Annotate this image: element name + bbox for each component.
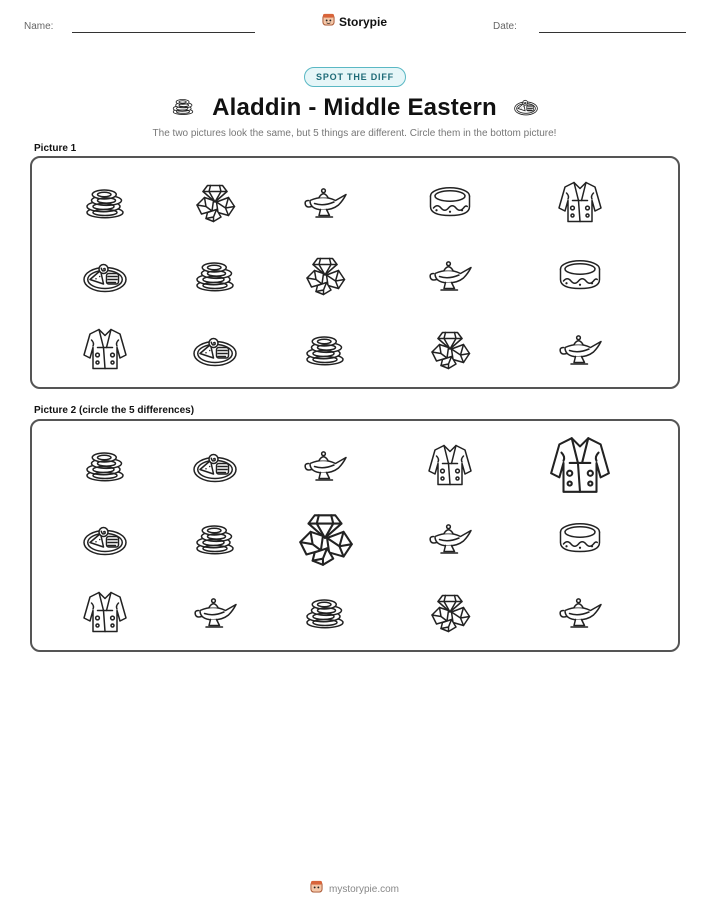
storypie-logo xyxy=(322,13,387,31)
robe-icon xyxy=(556,178,604,226)
gem-pile-icon xyxy=(301,251,349,299)
picture-1-grid xyxy=(32,158,678,387)
date-label: Date: xyxy=(493,21,517,32)
robe-icon[interactable] xyxy=(547,432,613,498)
worksheet-header xyxy=(0,0,709,44)
storypie-mascot-icon xyxy=(322,13,335,31)
date-field[interactable] xyxy=(539,32,686,33)
food-plate-icon[interactable] xyxy=(81,514,129,562)
magic-lamp-icon[interactable] xyxy=(301,441,349,489)
magic-lamp-icon xyxy=(426,251,474,299)
spot-the-diff-badge: SPOT THE DIFF xyxy=(304,67,406,87)
coin-stack-icon xyxy=(301,325,349,373)
logo-text: Storypie xyxy=(339,15,388,29)
picture-2-grid xyxy=(32,421,678,650)
magic-lamp-icon xyxy=(556,325,604,373)
magic-lamp-icon[interactable] xyxy=(556,588,604,636)
name-field[interactable] xyxy=(72,32,255,33)
gem-pile-icon[interactable] xyxy=(426,588,474,636)
food-plate-icon xyxy=(81,251,129,299)
footer-url[interactable]: mystorypie.com xyxy=(328,883,399,895)
page-title: Aladdin - Middle Eastern xyxy=(212,94,497,121)
coin-stack-icon[interactable] xyxy=(301,588,349,636)
food-plate-icon[interactable] xyxy=(191,441,239,489)
instructions: The two pictures look the same, but 5 things are different. Circle them in the bottom picture! xyxy=(152,128,557,139)
picture-1-label: Picture 1 xyxy=(34,143,77,154)
footer xyxy=(0,880,709,898)
coin-stack-icon[interactable] xyxy=(191,514,239,562)
gem-pile-icon xyxy=(426,325,474,373)
gem-pile-icon[interactable] xyxy=(292,505,358,571)
picture-2-panel[interactable] xyxy=(30,419,680,652)
gem-pile-icon xyxy=(191,178,239,226)
robe-icon[interactable] xyxy=(81,588,129,636)
magic-lamp-icon[interactable] xyxy=(426,514,474,562)
bracelet-icon[interactable] xyxy=(556,514,604,562)
storypie-mascot-icon xyxy=(310,880,323,898)
picture-1-panel xyxy=(30,156,680,389)
name-label: Name: xyxy=(24,21,54,32)
magic-lamp-icon xyxy=(301,178,349,226)
bracelet-icon xyxy=(426,178,474,226)
robe-icon[interactable] xyxy=(426,441,474,489)
coin-stack-icon xyxy=(81,178,129,226)
bracelet-icon xyxy=(556,251,604,299)
coin-stack-icon[interactable] xyxy=(81,441,129,489)
food-plate-icon xyxy=(191,325,239,373)
magic-lamp-icon[interactable] xyxy=(191,588,239,636)
coin-stack-icon xyxy=(170,93,196,124)
picture-2-label: Picture 2 (circle the 5 differences) xyxy=(34,405,195,416)
title-row xyxy=(0,92,709,124)
coin-stack-icon xyxy=(191,251,239,299)
food-plate-icon xyxy=(513,93,539,124)
robe-icon xyxy=(81,325,129,373)
